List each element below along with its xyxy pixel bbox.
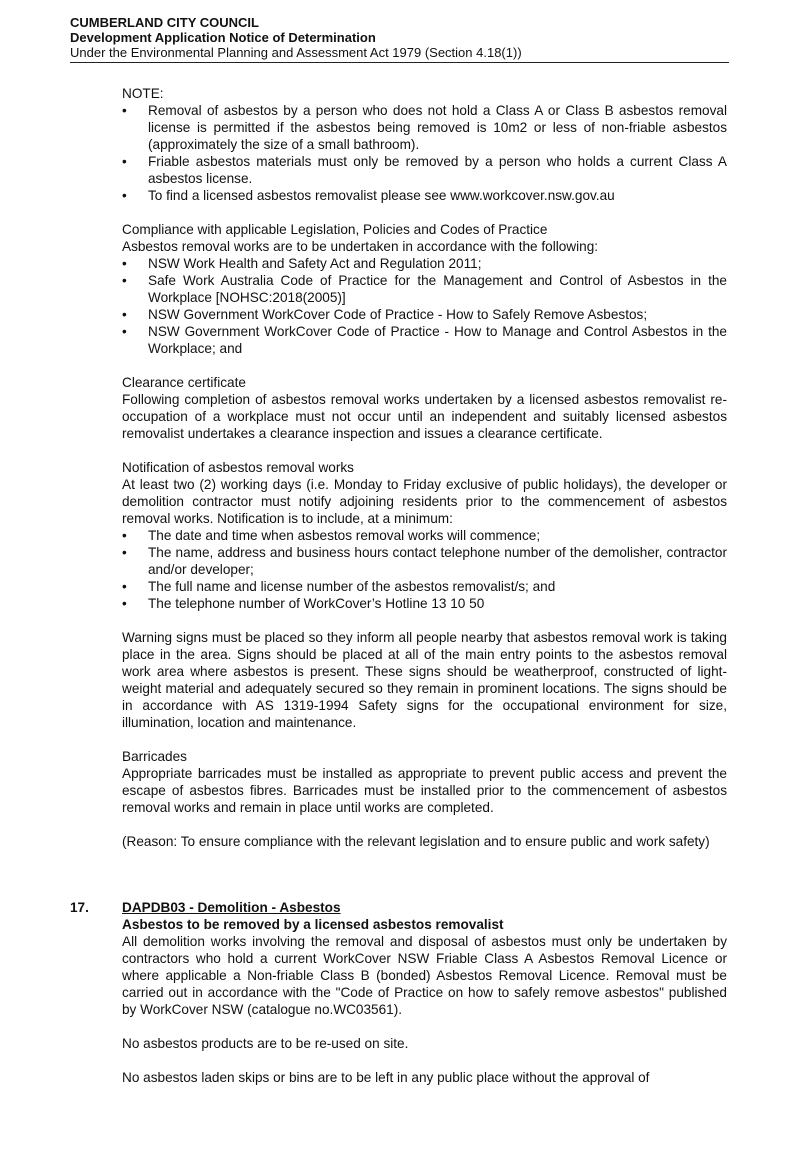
note-list [122,102,727,204]
warning-signs-text: Warning signs must be placed so they inform all people nearby that asbestos removal work is taking place in the area. Signs should be placed at all of the main entry points to the asbestos removal work area where asbestos is present. These signs should be weatherproof, constructed of light-weight material and adequately secured so they remain in prominent locations. The signs should be in accordance with AS 1319-1994 Safety signs for the occupational environment for size, illumination, location and maintenance. [122,630,727,730]
compliance-heading: Compliance with applicable Legislation, Policies and Codes of Practice [122,222,548,237]
list-item: • NSW Government WorkCover Code of Practice - How to Manage and Control Asbestos in the Workplace; and [122,323,727,357]
notification-text: At least two (2) working days (i.e. Monday to Friday exclusive of public holidays), the developer or demolition contractor must notify adjoining residents prior to the commencement of asbestos removal works. Notification is to include, at a minimum: [122,477,727,526]
condition-title: DAPDB03 - Demolition - Asbestos [122,900,341,915]
notification-heading: Notification of asbestos removal works [122,460,354,475]
condition-paragraph: No asbestos products are to be re-used on site. [122,1036,409,1051]
condition-subtitle: Asbestos to be removed by a licensed asbestos removalist [122,917,504,932]
list-item: • NSW Government WorkCover Code of Practice - How to Safely Remove Asbestos; [122,306,727,323]
header-divider [70,62,729,63]
barricades-text: Appropriate barricades must be installed as appropriate to prevent public access and prevent the escape of asbestos fibres. Barricades must be installed prior to the commencement of asbestos removal works and remain in place until works are completed. [122,766,727,815]
document-header [70,15,728,60]
barricades-heading: Barricades [122,749,187,764]
note-title: NOTE: [122,86,164,101]
condition-paragraph: All demolition works involving the removal and disposal of asbestos must only be undertaken by contractors who hold a current WorkCover NSW Friable Class A Asbestos Removal Licence or where applicable a Non-friable Class B (bonded) Asbestos Removal Licence. Removal must be carried out in accordance with the "Code of Practice on how to safely remove asbestos" published by WorkCover NSW (catalogue no.WC03561). [122,934,727,1017]
list-item: • The full name and license number of the asbestos removalist/s; and [122,578,727,595]
condition-17 [70,899,727,1086]
list-item: • The name, address and business hours contact telephone number of the demolisher, contractor and/or developer; [122,544,727,578]
list-item: • The telephone number of WorkCover’s Hotline 13 10 50 [122,595,727,612]
list-item: • NSW Work Health and Safety Act and Regulation 2011; [122,255,727,272]
document-body [122,85,727,850]
list-item: • To find a licensed asbestos removalist please see www.workcover.nsw.gov.au [122,187,727,204]
condition-paragraph: No asbestos laden skips or bins are to be left in any public place without the approval of [122,1070,650,1085]
condition-number: 17. [70,900,89,915]
council-name: CUMBERLAND CITY COUNCIL [70,15,259,30]
compliance-intro: Asbestos removal works are to be undertaken in accordance with the following: [122,239,599,254]
list-item: • Safe Work Australia Code of Practice for the Management and Control of Asbestos in the Workplace [NOHSC:2018(2005)] [122,272,727,306]
compliance-list [122,255,727,357]
list-item: • Removal of asbestos by a person who does not hold a Class A or Class B asbestos removal license is permitted if the asbestos being removed is 10m2 or less of non-friable asbestos (approximately the size of a small bathroom). [122,102,727,153]
list-item: • Friable asbestos materials must only be removed by a person who holds a current Class A asbestos license. [122,153,727,187]
notification-list [122,527,727,612]
reason-text: (Reason: To ensure compliance with the relevant legislation and to ensure public and work safety) [122,834,710,849]
list-item: • The date and time when asbestos removal works will commence; [122,527,727,544]
clearance-heading: Clearance certificate [122,375,246,390]
act-reference: Under the Environmental Planning and Assessment Act 1979 (Section 4.18(1)) [70,45,522,60]
clearance-text: Following completion of asbestos removal works undertaken by a licensed asbestos removalist re-occupation of a workplace must not occur until an independent and suitably licensed asbestos removalist undertakes a clearance inspection and issues a clearance certificate. [122,392,727,441]
document-title: Development Application Notice of Determination [70,30,376,45]
